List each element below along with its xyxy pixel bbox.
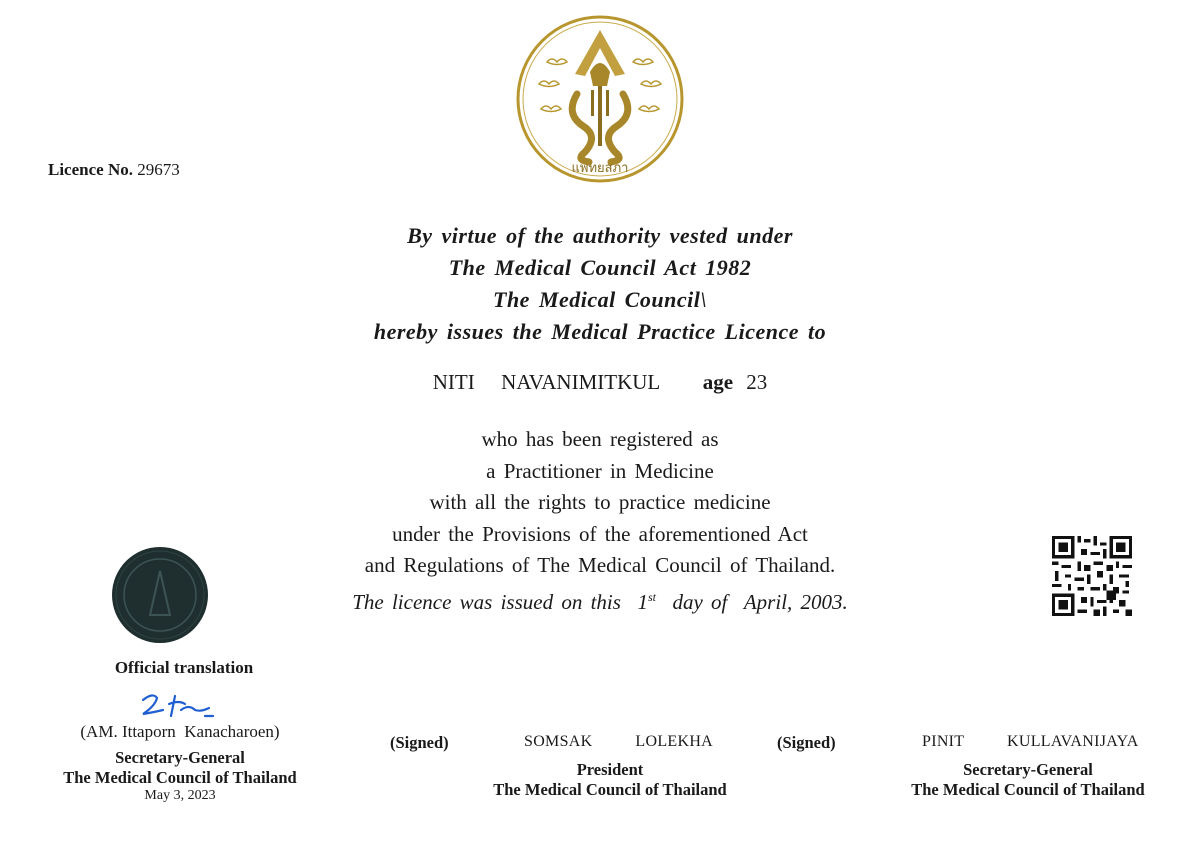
authority-line: hereby issues the Medical Practice Licence to [373,319,827,344]
registration-statement [280,424,920,618]
body-line: a Practitioner in Medicine [486,458,714,483]
licence-number-label: Licence No. [48,160,133,179]
translation-date: May 3, 2023 [144,788,216,803]
authority-line: The Medical Council Act 1982 [448,255,752,280]
body-line: under the Provisions of the aforementioned Act [392,521,808,546]
licence-number-value: 29673 [137,160,180,179]
issued-day-suffix: st [647,589,656,604]
translator-signature-block [30,690,330,804]
translator-organization: The Medical Council of Thailand [63,768,297,787]
president-organization: The Medical Council of Thailand [493,780,727,799]
issue-date-line [280,582,920,619]
secretary-general-title: Secretary-General [963,760,1093,779]
issued-date: April, 2003. [743,589,848,614]
translator-name: (AM. Ittaporn Kanacharoen) [80,722,280,741]
body-line: with all the rights to practice medicine [429,490,771,514]
authority-statement [300,220,900,348]
issued-middle: day of [672,589,728,614]
secretary-general-organization: The Medical Council of Thailand [911,780,1145,799]
official-stamp-icon [110,545,210,645]
body-line: who has been registered as [481,427,719,451]
licensee-name: NITI NAVANIMITKUL [432,370,660,394]
secretary-general-name: PINIT KULLAVANIJAYA [922,733,1139,750]
qr-code-icon[interactable] [1052,536,1132,616]
official-translation-label: Official translation [114,658,254,677]
secretary-general-role [878,760,1178,800]
issued-prefix: The licence was issued on this [352,589,621,614]
president-role [460,760,760,800]
age-label: age [702,370,734,394]
handwritten-signature-icon [30,690,330,720]
body-line: and Regulations of The Medical Council of Thailand. [364,553,836,577]
issued-day: 1 [637,589,648,614]
authority-line: By virtue of the authority vested under [407,223,793,248]
president-name: SOMSAK LOLEKHA [524,733,714,750]
age-value: 23 [746,370,768,394]
licence-number [48,160,180,180]
authority-line: The Medical Council\ [493,287,707,312]
translator-title: Secretary-General [115,748,245,767]
licensee-line [300,370,900,395]
president-title: President [576,760,644,779]
medical-council-seal-icon [515,14,685,184]
signed-label: (Signed) [777,733,836,752]
seal-text: แพทยสภา [571,161,629,176]
signed-label: (Signed) [390,733,449,752]
